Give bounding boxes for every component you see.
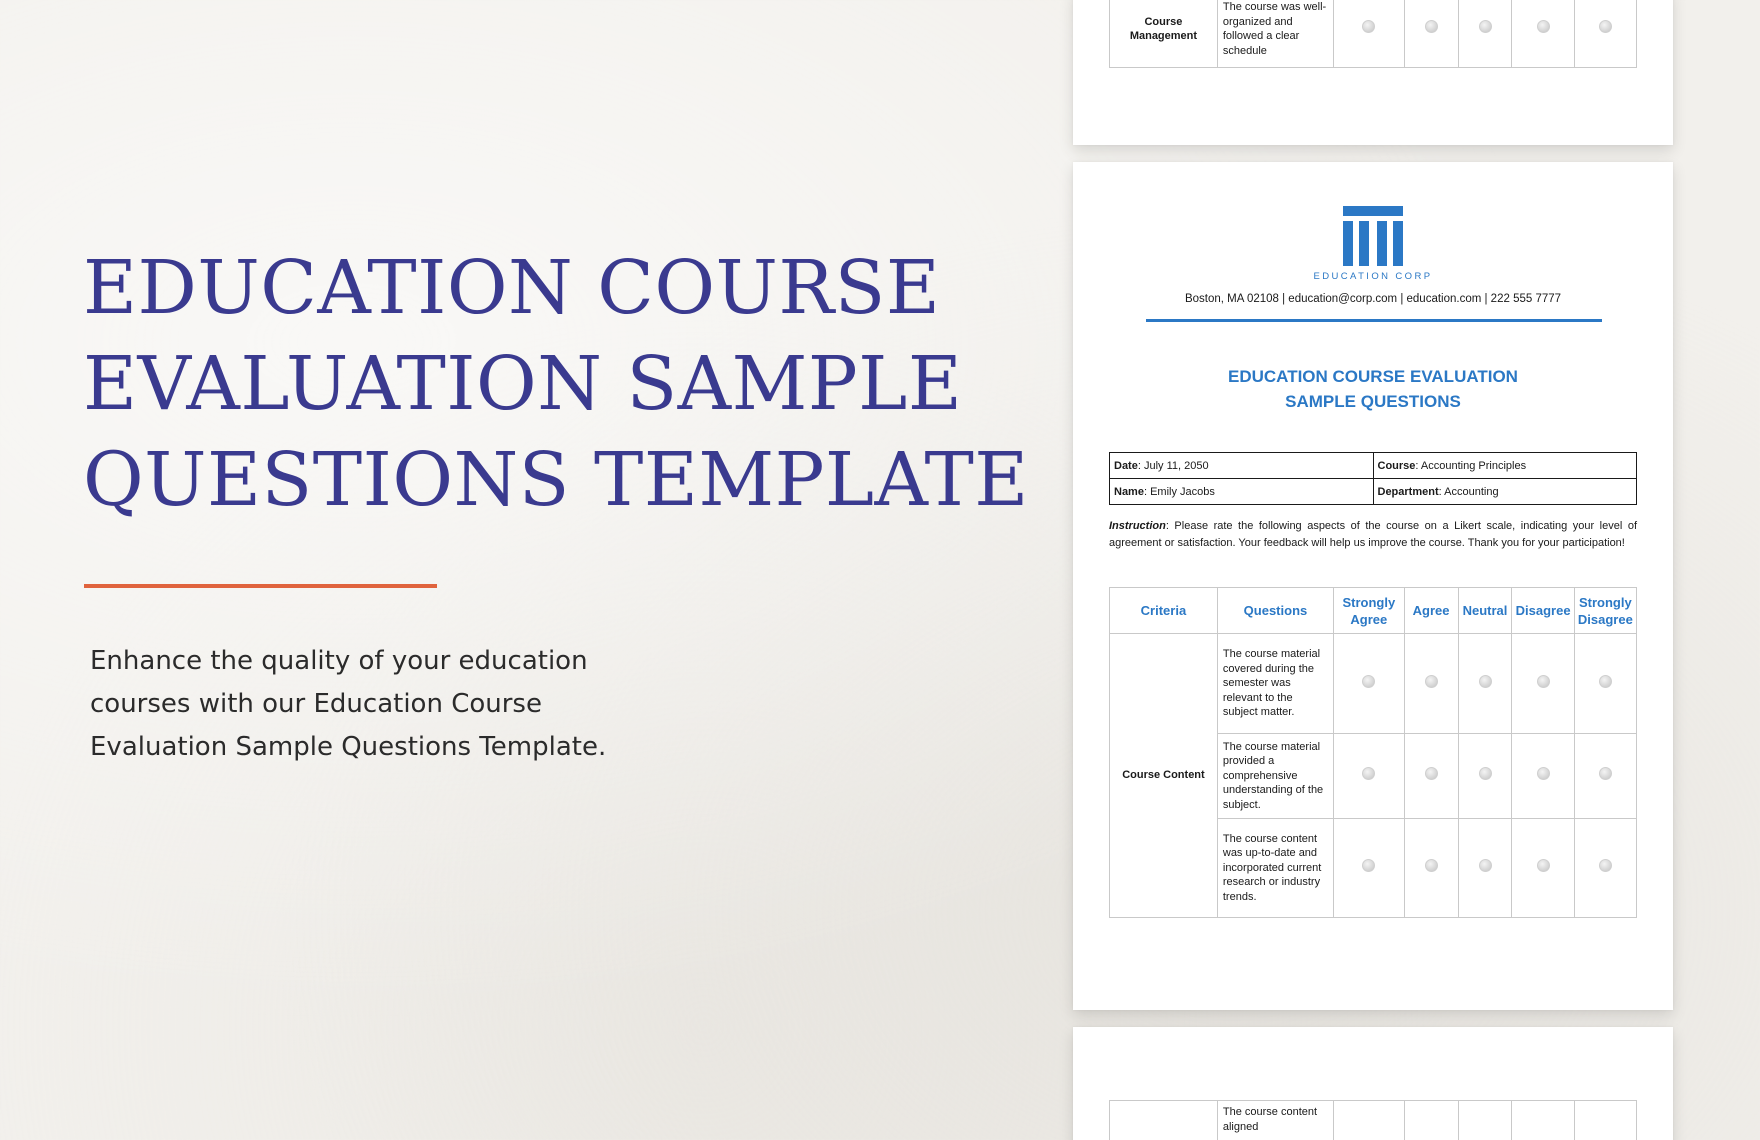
radio-button[interactable] <box>1425 675 1438 688</box>
info-row <box>1110 479 1637 505</box>
radio-button[interactable] <box>1425 20 1438 33</box>
rating-cell-neutral[interactable] <box>1458 634 1512 734</box>
table-row <box>1110 634 1637 734</box>
rating-cell-agree[interactable] <box>1404 634 1458 734</box>
radio-button[interactable] <box>1362 767 1375 780</box>
document-title-line-2: SAMPLE QUESTIONS <box>1285 392 1461 411</box>
rating-cell-strongly-disagree[interactable] <box>1574 634 1636 734</box>
education-corp-logo-icon <box>1343 206 1403 266</box>
header-disagree: Disagree <box>1512 588 1574 634</box>
hero-description-line-2: courses with our Education Course <box>90 689 542 719</box>
rating-cell-disagree[interactable] <box>1512 0 1574 68</box>
radio-button[interactable] <box>1362 675 1375 688</box>
radio-button[interactable] <box>1599 20 1612 33</box>
rating-cell-strongly-agree[interactable] <box>1334 819 1405 918</box>
criteria-cell <box>1110 1101 1218 1140</box>
rating-cell-disagree[interactable] <box>1512 634 1574 734</box>
evaluation-table-next <box>1109 1100 1637 1140</box>
header-criteria: Criteria <box>1110 588 1218 634</box>
name-field <box>1110 479 1374 505</box>
name-value: : Emily Jacobs <box>1143 485 1215 498</box>
evaluation-table <box>1109 587 1637 918</box>
header-neutral: Neutral <box>1458 588 1512 634</box>
rating-cell-strongly-disagree[interactable] <box>1574 734 1636 819</box>
instruction-text: : Please rate the following aspects of the course on a Likert scale, indicating your level of agreement or satisfaction. Your feedback will help us improve the course. Thank you for your participation! <box>1109 520 1637 549</box>
question-cell: The course material covered during the semester was relevant to the subject matter. <box>1217 634 1333 734</box>
contact-line: Boston, MA 02108 | education@corp.com | education.com | 222 555 7777 <box>1184 293 1562 305</box>
rating-cell-strongly-agree[interactable] <box>1334 634 1405 734</box>
criteria-cell: Course Content <box>1110 634 1218 918</box>
radio-button[interactable] <box>1537 767 1550 780</box>
document-page-main <box>1073 162 1673 1010</box>
header-strongly-disagree: Strongly Disagree <box>1574 588 1636 634</box>
instruction-label: Instruction <box>1109 520 1166 532</box>
instruction-paragraph <box>1109 518 1637 552</box>
rating-cell-neutral[interactable] <box>1458 734 1512 819</box>
accent-divider <box>84 584 437 588</box>
department-label: Department <box>1377 485 1439 498</box>
rating-cell-agree[interactable] <box>1404 819 1458 918</box>
radio-button[interactable] <box>1599 859 1612 872</box>
name-label: Name <box>1114 485 1144 498</box>
date-field <box>1110 453 1374 479</box>
table-row <box>1110 0 1637 68</box>
date-value: : July 11, 2050 <box>1137 459 1209 472</box>
rating-cell-disagree[interactable] <box>1512 1101 1574 1140</box>
brand-name: EDUCATION CORP <box>1313 271 1433 282</box>
rating-cell-neutral[interactable] <box>1458 0 1512 68</box>
radio-button[interactable] <box>1537 20 1550 33</box>
department-field <box>1373 479 1637 505</box>
course-field <box>1373 453 1637 479</box>
course-value: : Accounting Principles <box>1415 459 1527 472</box>
info-row <box>1110 453 1637 479</box>
document-title-line-1: EDUCATION COURSE EVALUATION <box>1228 367 1518 386</box>
radio-button[interactable] <box>1479 859 1492 872</box>
question-cell: The course material provided a comprehensive understanding of the subject. <box>1217 734 1333 819</box>
document-page-previous <box>1073 0 1673 145</box>
radio-button[interactable] <box>1599 675 1612 688</box>
radio-button[interactable] <box>1425 767 1438 780</box>
criteria-cell: Course Management <box>1110 0 1218 68</box>
table-header-row <box>1110 588 1637 634</box>
radio-button[interactable] <box>1537 859 1550 872</box>
radio-button[interactable] <box>1479 767 1492 780</box>
table-row <box>1110 1101 1637 1140</box>
radio-button[interactable] <box>1479 20 1492 33</box>
header-strongly-agree: Strongly Agree <box>1334 588 1405 634</box>
rating-cell-neutral[interactable] <box>1458 1101 1512 1140</box>
radio-button[interactable] <box>1362 20 1375 33</box>
rating-cell-agree[interactable] <box>1404 1101 1458 1140</box>
rating-cell-strongly-agree[interactable] <box>1334 1101 1405 1140</box>
rating-cell-disagree[interactable] <box>1512 819 1574 918</box>
header-divider <box>1146 319 1602 322</box>
rating-cell-strongly-disagree[interactable] <box>1574 819 1636 918</box>
question-cell: The course content aligned <box>1217 1101 1333 1140</box>
radio-button[interactable] <box>1599 767 1612 780</box>
rating-cell-strongly-disagree[interactable] <box>1574 1101 1636 1140</box>
rating-cell-neutral[interactable] <box>1458 819 1512 918</box>
rating-cell-strongly-agree[interactable] <box>1334 734 1405 819</box>
department-value: : Accounting <box>1438 485 1499 498</box>
question-cell: The course content was up-to-date and incorporated current research or industry trends. <box>1217 819 1333 918</box>
rating-cell-agree[interactable] <box>1404 0 1458 68</box>
radio-button[interactable] <box>1425 859 1438 872</box>
question-cell: The course was well-organized and followed a clear schedule <box>1217 0 1333 68</box>
evaluation-table-previous <box>1109 0 1637 68</box>
hero-description-line-3: Evaluation Sample Questions Template. <box>90 732 607 762</box>
hero-description-line-1: Enhance the quality of your education <box>90 646 588 676</box>
info-table <box>1109 452 1637 505</box>
rating-cell-agree[interactable] <box>1404 734 1458 819</box>
header-agree: Agree <box>1404 588 1458 634</box>
hero-title-line-3: QUESTIONS TEMPLATE <box>83 437 1029 523</box>
rating-cell-strongly-agree[interactable] <box>1334 0 1405 68</box>
hero-title-line-2: EVALUATION SAMPLE <box>83 341 963 427</box>
radio-button[interactable] <box>1537 675 1550 688</box>
radio-button[interactable] <box>1362 859 1375 872</box>
course-label: Course <box>1377 459 1416 472</box>
rating-cell-strongly-disagree[interactable] <box>1574 0 1636 68</box>
header-questions: Questions <box>1217 588 1333 634</box>
rating-cell-disagree[interactable] <box>1512 734 1574 819</box>
document-title <box>1073 364 1673 414</box>
hero-title <box>83 240 1043 528</box>
radio-button[interactable] <box>1479 675 1492 688</box>
document-page-next <box>1073 1027 1673 1140</box>
date-label: Date <box>1114 459 1138 472</box>
hero-description <box>90 640 690 769</box>
hero-title-line-1: EDUCATION COURSE <box>83 245 941 331</box>
